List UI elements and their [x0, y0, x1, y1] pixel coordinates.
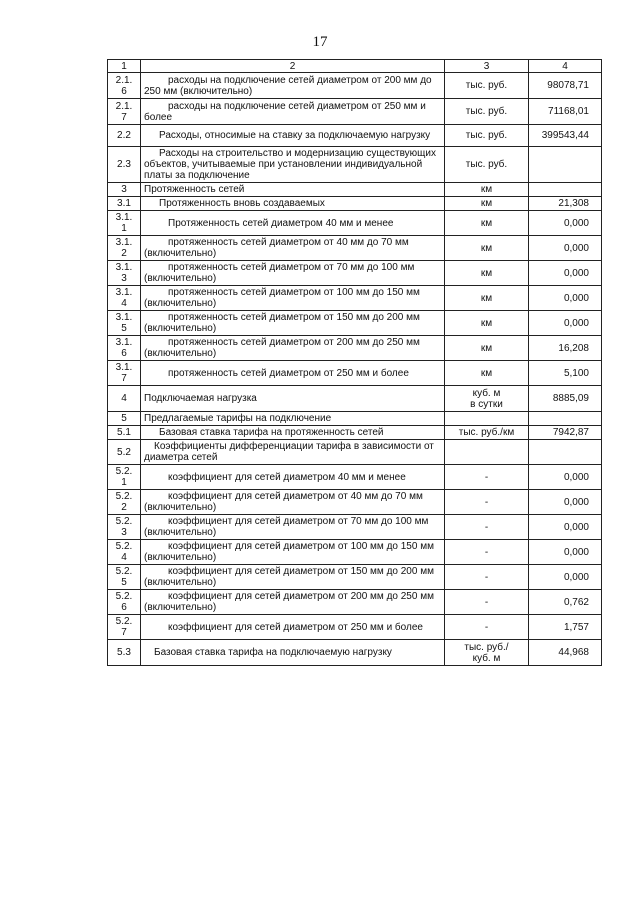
- column-header-1: 1: [108, 60, 141, 73]
- row-number-cell: 2.3: [108, 147, 141, 183]
- row-number-cell: 5.2. 3: [108, 515, 141, 540]
- row-value-cell: [529, 183, 602, 197]
- row-unit-cell: км: [445, 197, 529, 211]
- row-unit-cell: тыс. руб./км: [445, 426, 529, 440]
- row-description-cell: протяженность сетей диаметром от 200 мм до 250 мм (включительно): [141, 336, 445, 361]
- row-number-cell: 3: [108, 183, 141, 197]
- row-description-cell: Расходы, относимые на ставку за подключаемую нагрузку: [141, 125, 445, 147]
- row-number-cell: 5.3: [108, 640, 141, 666]
- row-value-cell: 21,308: [529, 197, 602, 211]
- row-description-cell: протяженность сетей диаметром от 100 мм до 150 мм (включительно): [141, 286, 445, 311]
- table-row: [108, 236, 602, 261]
- row-value-cell: [529, 412, 602, 426]
- row-number-cell: 4: [108, 386, 141, 412]
- row-value-cell: 0,000: [529, 540, 602, 565]
- row-number-cell: 5.1: [108, 426, 141, 440]
- table-row: [108, 540, 602, 565]
- column-header-3: 3: [445, 60, 529, 73]
- row-description-cell: протяженность сетей диаметром от 70 мм до 100 мм (включительно): [141, 261, 445, 286]
- row-number-cell: 5.2. 6: [108, 590, 141, 615]
- row-unit-cell: куб. м в сутки: [445, 386, 529, 412]
- row-unit-cell: -: [445, 590, 529, 615]
- row-value-cell: 0,000: [529, 465, 602, 490]
- row-number-cell: 3.1. 6: [108, 336, 141, 361]
- row-number-cell: 3.1. 2: [108, 236, 141, 261]
- row-description-cell: расходы на подключение сетей диаметром от 200 мм до 250 мм (включительно): [141, 73, 445, 99]
- column-header-2: 2: [141, 60, 445, 73]
- row-description-cell: расходы на подключение сетей диаметром от 250 мм и более: [141, 99, 445, 125]
- row-value-cell: 7942,87: [529, 426, 602, 440]
- row-description-cell: Протяженность сетей диаметром 40 мм и менее: [141, 211, 445, 236]
- row-value-cell: 44,968: [529, 640, 602, 666]
- row-value-cell: 0,000: [529, 490, 602, 515]
- row-description-cell: коэффициент для сетей диаметром от 200 мм до 250 мм (включительно): [141, 590, 445, 615]
- table-row: [108, 286, 602, 311]
- row-unit-cell: тыс. руб.: [445, 147, 529, 183]
- row-unit-cell: -: [445, 465, 529, 490]
- row-description-cell: коэффициент для сетей диаметром от 70 мм до 100 мм (включительно): [141, 515, 445, 540]
- row-unit-cell: км: [445, 361, 529, 386]
- table-row: [108, 412, 602, 426]
- table-row: [108, 183, 602, 197]
- row-number-cell: 3.1: [108, 197, 141, 211]
- row-value-cell: 399543,44: [529, 125, 602, 147]
- row-description-cell: протяженность сетей диаметром от 40 мм до 70 мм (включительно): [141, 236, 445, 261]
- row-description-cell: коэффициент для сетей диаметром от 150 мм до 200 мм (включительно): [141, 565, 445, 590]
- row-description-cell: протяженность сетей диаметром от 150 мм до 200 мм (включительно): [141, 311, 445, 336]
- row-value-cell: 1,757: [529, 615, 602, 640]
- row-unit-cell: [445, 440, 529, 465]
- row-number-cell: 5: [108, 412, 141, 426]
- table-row: [108, 311, 602, 336]
- row-number-cell: 2.2: [108, 125, 141, 147]
- row-value-cell: [529, 440, 602, 465]
- table-row: [108, 426, 602, 440]
- row-value-cell: 0,000: [529, 211, 602, 236]
- row-description-cell: Протяженность вновь создаваемых: [141, 197, 445, 211]
- row-unit-cell: км: [445, 211, 529, 236]
- page-number: 17: [312, 34, 328, 50]
- row-unit-cell: км: [445, 183, 529, 197]
- row-value-cell: 0,000: [529, 311, 602, 336]
- row-description-cell: Коэффициенты дифференциации тарифа в зависимости от диаметра сетей: [141, 440, 445, 465]
- row-unit-cell: -: [445, 490, 529, 515]
- header-row: [108, 60, 602, 73]
- row-value-cell: 0,000: [529, 236, 602, 261]
- row-description-cell: Расходы на строительство и модернизацию существующих объектов, учитываемые при установлении индивидуальной платы за подключение: [141, 147, 445, 183]
- row-description-cell: Базовая ставка тарифа на протяженность сетей: [141, 426, 445, 440]
- row-value-cell: [529, 147, 602, 183]
- table-row: [108, 261, 602, 286]
- row-value-cell: 71168,01: [529, 99, 602, 125]
- row-description-cell: коэффициент для сетей диаметром 40 мм и менее: [141, 465, 445, 490]
- table-row: [108, 336, 602, 361]
- row-unit-cell: -: [445, 615, 529, 640]
- table-row: [108, 386, 602, 412]
- row-unit-cell: тыс. руб.: [445, 125, 529, 147]
- table-row: [108, 565, 602, 590]
- row-description-cell: Базовая ставка тарифа на подключаемую нагрузку: [141, 640, 445, 666]
- table-row: [108, 465, 602, 490]
- row-unit-cell: -: [445, 540, 529, 565]
- row-number-cell: 3.1. 1: [108, 211, 141, 236]
- row-number-cell: 5.2. 5: [108, 565, 141, 590]
- row-description-cell: Протяженность сетей: [141, 183, 445, 197]
- row-number-cell: 5.2: [108, 440, 141, 465]
- row-number-cell: 3.1. 5: [108, 311, 141, 336]
- table-row: [108, 440, 602, 465]
- row-description-cell: Подключаемая нагрузка: [141, 386, 445, 412]
- row-unit-cell: км: [445, 336, 529, 361]
- table-row: [108, 515, 602, 540]
- table-row: [108, 197, 602, 211]
- table-body: [108, 73, 602, 666]
- row-unit-cell: км: [445, 261, 529, 286]
- row-number-cell: 5.2. 7: [108, 615, 141, 640]
- table-row: [108, 99, 602, 125]
- row-value-cell: 0,000: [529, 565, 602, 590]
- table-row: [108, 640, 602, 666]
- row-value-cell: 0,000: [529, 515, 602, 540]
- row-value-cell: 8885,09: [529, 386, 602, 412]
- table-row: [108, 73, 602, 99]
- row-unit-cell: км: [445, 311, 529, 336]
- row-value-cell: 0,000: [529, 261, 602, 286]
- table-row: [108, 125, 602, 147]
- row-value-cell: 16,208: [529, 336, 602, 361]
- row-unit-cell: тыс. руб.: [445, 99, 529, 125]
- row-number-cell: 3.1. 4: [108, 286, 141, 311]
- column-header-4: 4: [529, 60, 602, 73]
- row-description-cell: Предлагаемые тарифы на подключение: [141, 412, 445, 426]
- row-value-cell: 0,000: [529, 286, 602, 311]
- row-description-cell: протяженность сетей диаметром от 250 мм и более: [141, 361, 445, 386]
- row-value-cell: 98078,71: [529, 73, 602, 99]
- row-unit-cell: км: [445, 236, 529, 261]
- row-description-cell: коэффициент для сетей диаметром от 250 мм и более: [141, 615, 445, 640]
- tariff-table: [107, 59, 602, 666]
- table-row: [108, 211, 602, 236]
- table-row: [108, 147, 602, 183]
- row-unit-cell: -: [445, 565, 529, 590]
- row-unit-cell: км: [445, 286, 529, 311]
- row-number-cell: 3.1. 7: [108, 361, 141, 386]
- row-unit-cell: [445, 412, 529, 426]
- row-number-cell: 5.2. 1: [108, 465, 141, 490]
- row-number-cell: 2.1. 6: [108, 73, 141, 99]
- table-row: [108, 361, 602, 386]
- table-row: [108, 615, 602, 640]
- row-description-cell: коэффициент для сетей диаметром от 40 мм до 70 мм (включительно): [141, 490, 445, 515]
- row-unit-cell: тыс. руб./ куб. м: [445, 640, 529, 666]
- row-value-cell: 5,100: [529, 361, 602, 386]
- row-description-cell: коэффициент для сетей диаметром от 100 мм до 150 мм (включительно): [141, 540, 445, 565]
- row-number-cell: 5.2. 2: [108, 490, 141, 515]
- table-row: [108, 490, 602, 515]
- row-value-cell: 0,762: [529, 590, 602, 615]
- row-number-cell: 3.1. 3: [108, 261, 141, 286]
- row-unit-cell: -: [445, 515, 529, 540]
- row-number-cell: 2.1. 7: [108, 99, 141, 125]
- row-unit-cell: тыс. руб.: [445, 73, 529, 99]
- row-number-cell: 5.2. 4: [108, 540, 141, 565]
- table-row: [108, 590, 602, 615]
